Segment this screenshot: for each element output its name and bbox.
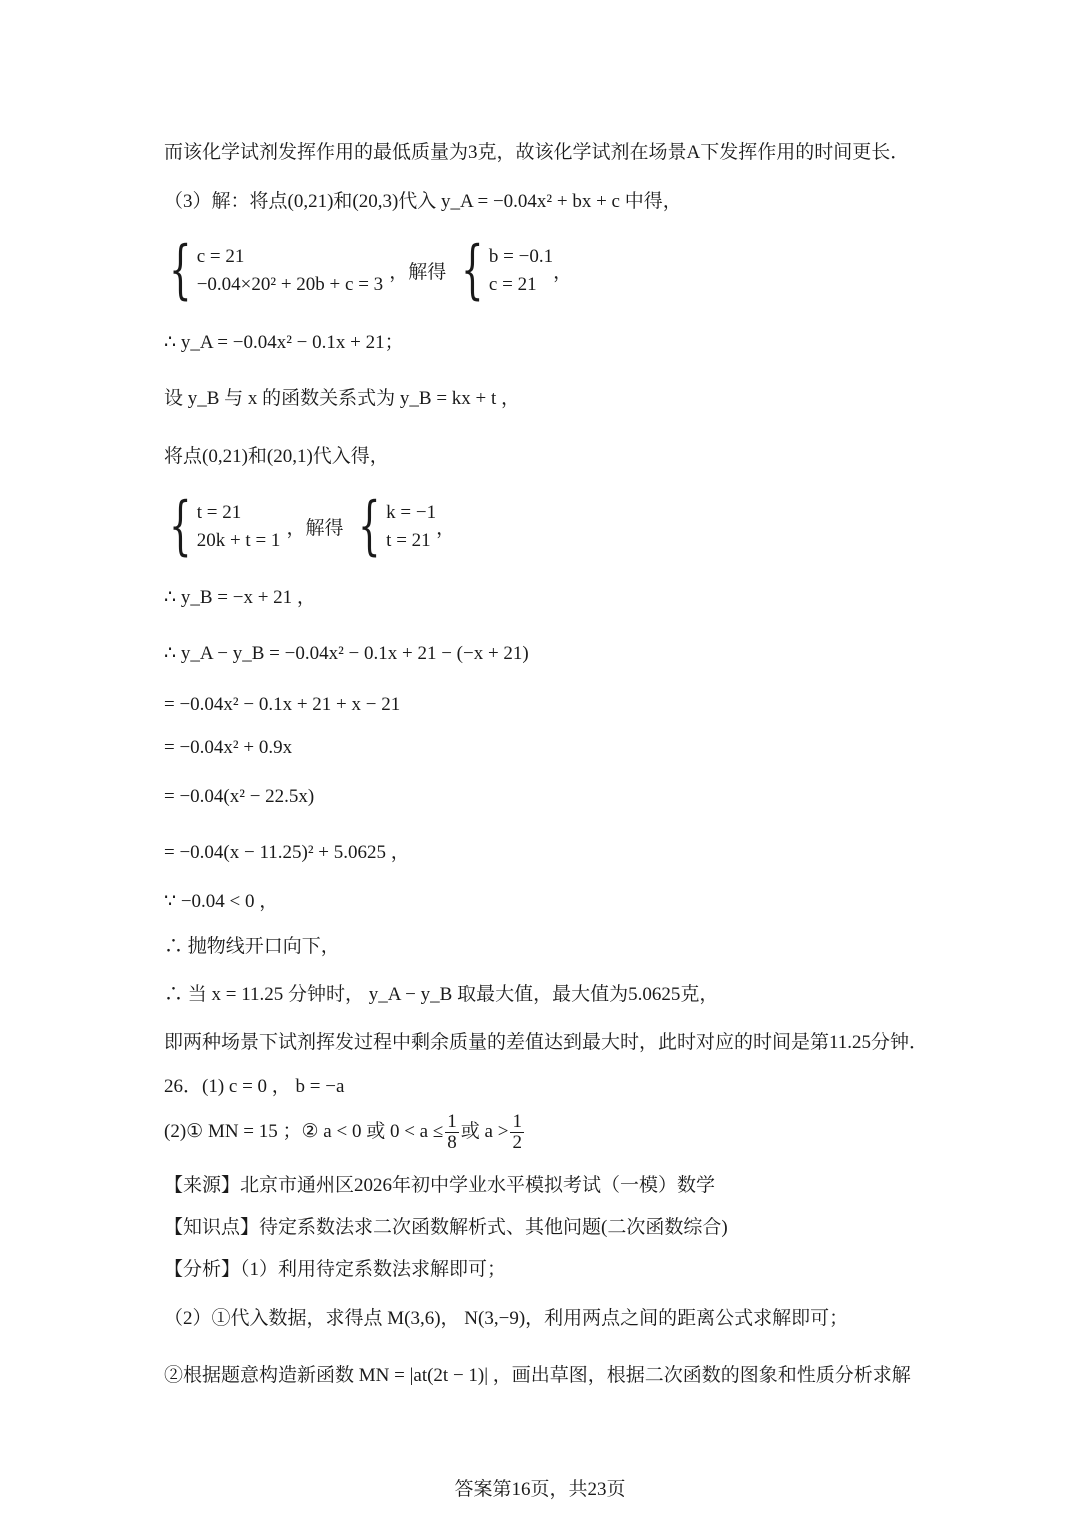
text-line-17: 即两种场景下试剂挥发过程中剩余质量的差值达到最大时，此时对应的时间是第11.25分钟． [164,1032,929,1053]
text-line-15: ∴ 抛物线开口向下， [164,936,340,957]
text-line-12: = −0.04(x² − 22.5x) [164,786,315,807]
page-footer: 答案第16页，共23页 [454,1479,626,1500]
left-brace-icon: { [169,489,192,563]
system2-end: ， [436,518,456,540]
text-line-13: = −0.04(x − 11.25)² + 5.0625 ， [164,842,410,863]
answer-part2-mid: 或 a > [460,1121,509,1143]
system2-sol1: k = −1 [386,501,437,523]
fraction-numerator: 1 [447,1111,457,1132]
analysis-line-1: 【分析】（1）利用待定系数法求解即可； [164,1259,507,1280]
system2-solve-label: ，解得 [286,518,344,540]
left-brace-icon: { [461,233,484,307]
fraction-denominator: 2 [512,1131,522,1153]
source-line: 【来源】北京市通州区2026年初中学业水平模拟考试（一模）数学 [164,1175,716,1196]
text-line-16: ∴ 当 x = 11.25 分钟时， y_A − y_B 取最大值，最大值为5.0625克， [164,984,719,1005]
system1-eq1: c = 21 [196,245,245,267]
system1-solve-label: ，解得 [389,262,447,284]
fraction-one-eighth [445,1112,459,1153]
equation-system-1 [160,233,573,307]
text-line-10: = −0.04x² − 0.1x + 21 + x − 21 [164,694,401,715]
system1-sol1: b = −0.1 [488,245,554,267]
system2-sol2: t = 21 [386,529,431,551]
equation-system-2 [160,489,456,563]
text-line-19 [164,1112,526,1153]
left-brace-icon: { [358,489,382,563]
fraction-one-half [510,1112,524,1153]
text-line-14: ∵ −0.04 < 0 ， [164,891,279,912]
text-line-11: = −0.04x² + 0.9x [164,737,293,758]
analysis-line-2: （2）①代入数据，求得点 M(3,6)， N(3,−9)，利用两点之间的距离公式求解即可； [164,1308,849,1329]
fraction-numerator: 1 [512,1111,522,1132]
system2-eq2: 20k + t = 1 [196,529,281,551]
system1-end: ， [553,262,573,284]
analysis-line-3: ②根据题意构造新函数 MN = |at(2t − 1)| ，画出草图，根据二次函数的图象和性质分析求解 [164,1365,911,1386]
text-line-2: （3）解：将点(0,21)和(20,3)代入 y_A = −0.04x² + bx + c 中得， [164,191,682,212]
knowledge-point-line: 【知识点】待定系数法求二次函数解析式、其他问题(二次函数综合) [164,1217,728,1238]
answer-part2-prefix: (2)① MN = 15 ；② a < 0 或 0 < a ≤ [164,1121,444,1143]
text-line-8: ∴ y_B = −x + 21 ， [164,587,316,608]
left-brace-icon: { [169,233,192,307]
system1-eq2: −0.04×20² + 20b + c = 3 [196,273,384,295]
system1-sol2: c = 21 [488,273,537,295]
system2-eq1: t = 21 [196,501,242,523]
text-line-18: 26．(1) c = 0 ， b = −a [164,1076,345,1097]
text-line-5: 设 y_B 与 x 的函数关系式为 y_B = kx + t ， [164,388,521,409]
fraction-denominator: 8 [447,1131,457,1153]
text-line-6: 将点(0,21)和(20,1)代入得， [164,446,389,467]
text-line-9: ∴ y_A − y_B = −0.04x² − 0.1x + 21 − (−x + 21) [164,643,529,664]
text-line-4: ∴ y_A = −0.04x² − 0.1x + 21； [164,332,404,353]
text-line-1: 而该化学试剂发挥作用的最低质量为3克，故该化学试剂在场景A下发挥作用的时间更长． [164,142,910,163]
